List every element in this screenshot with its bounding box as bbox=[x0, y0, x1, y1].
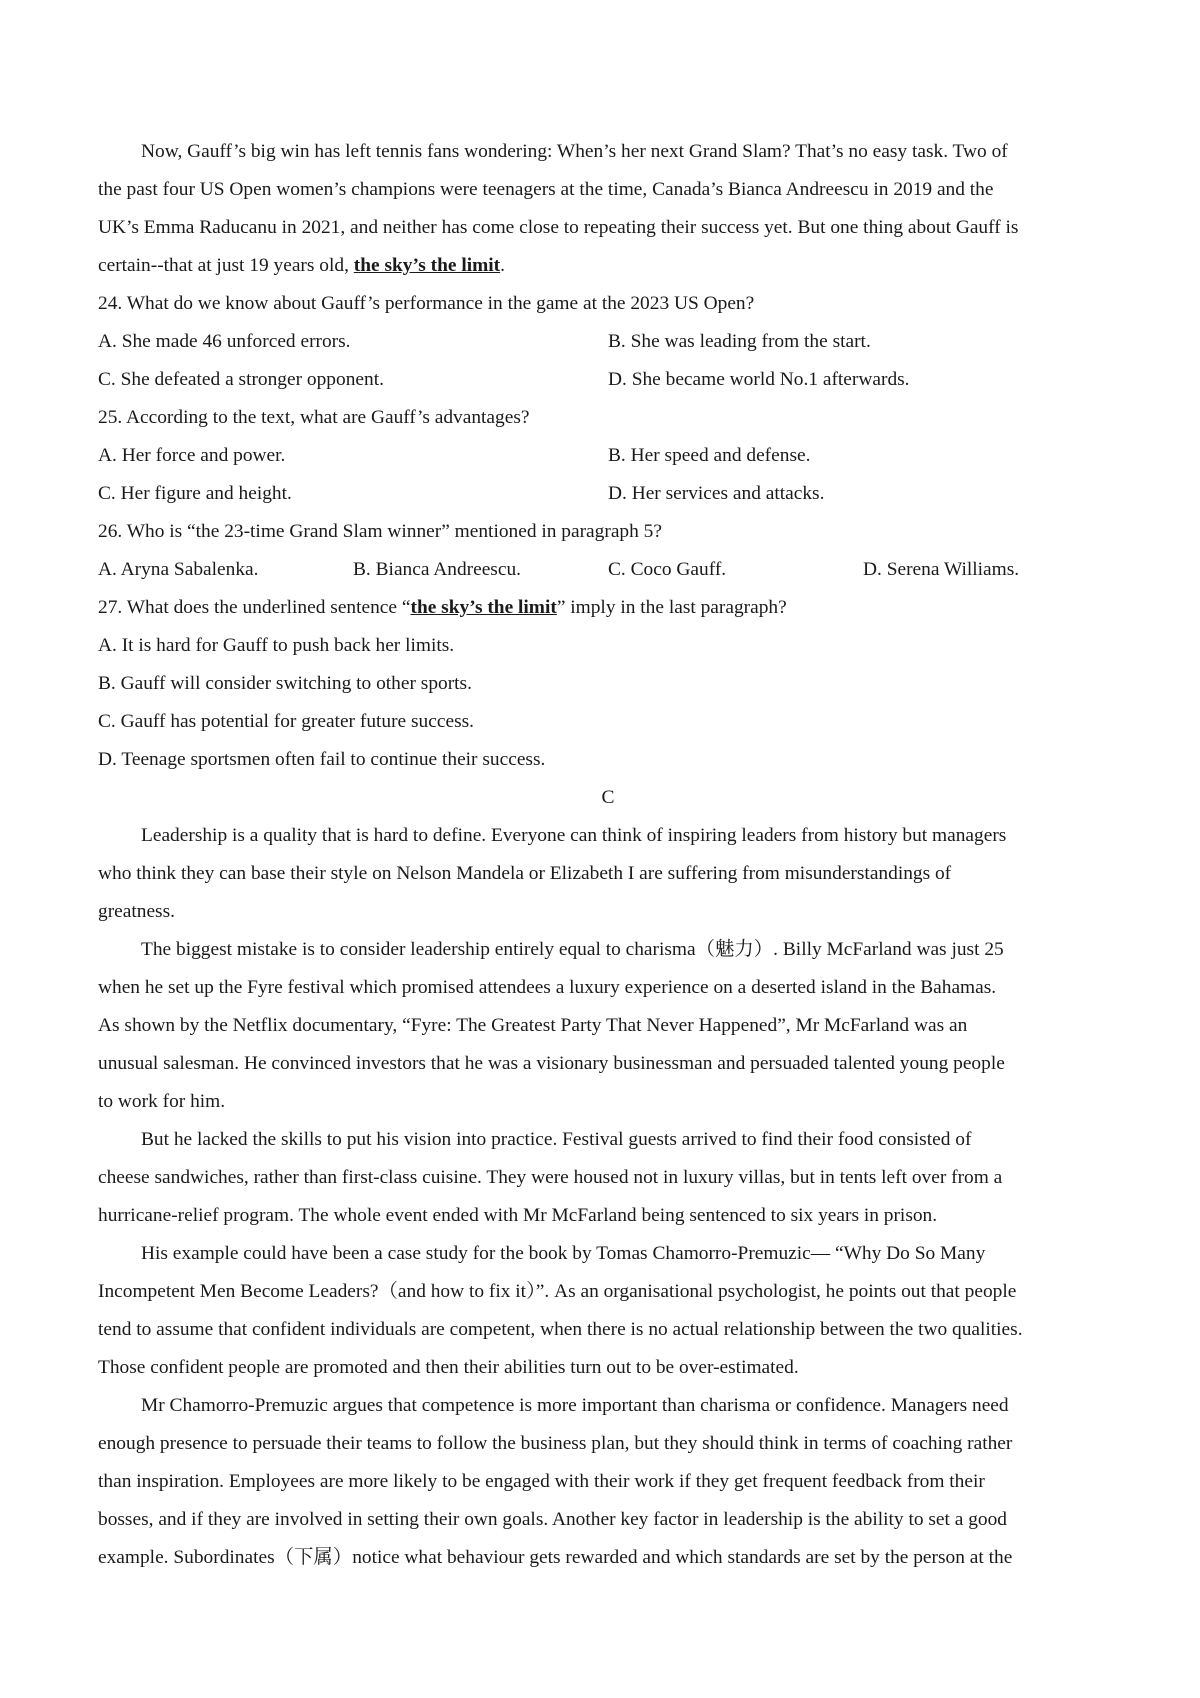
option-d: D. Teenage sportsmen often fail to continue their success. bbox=[98, 749, 546, 770]
passage-line: UK’s Emma Raducanu in 2021, and neither has come close to repeating their success yet. But one thing about Gauff is bbox=[98, 217, 1019, 238]
option-c: C. She defeated a stronger opponent. bbox=[98, 369, 384, 390]
question-24-options-row bbox=[98, 361, 1118, 399]
question-24-stem: 24. What do we know about Gauff’s performance in the game at the 2023 US Open? bbox=[98, 293, 755, 314]
passage-line: greatness. bbox=[98, 901, 175, 922]
passage-line: His example could have been a case study for the book by Tomas Chamorro-Premuzic— “Why Do So Many bbox=[141, 1243, 986, 1264]
question-26-stem: 26. Who is “the 23-time Grand Slam winner” mentioned in paragraph 5? bbox=[98, 521, 662, 542]
passage-line: Incompetent Men Become Leaders?（and how to fix it）”. As an organisational psychologist, he points out that people bbox=[98, 1281, 1017, 1302]
question-25-stem: 25. According to the text, what are Gauff’s advantages? bbox=[98, 407, 530, 428]
option-d: D. She became world No.1 afterwards. bbox=[608, 369, 910, 390]
option-b: B. She was leading from the start. bbox=[608, 331, 871, 352]
question-26-options-row bbox=[98, 551, 1118, 589]
passage-line: than inspiration. Employees are more likely to be engaged with their work if they get frequent feedback from their bbox=[98, 1471, 985, 1492]
passage-line: who think they can base their style on Nelson Mandela or Elizabeth I are suffering from misunderstandings of bbox=[98, 863, 952, 884]
option-a: A. It is hard for Gauff to push back her limits. bbox=[98, 635, 455, 656]
passage-line: Those confident people are promoted and then their abilities turn out to be over-estimated. bbox=[98, 1357, 799, 1378]
option-a: A. She made 46 unforced errors. bbox=[98, 331, 351, 352]
question-24-options-row bbox=[98, 323, 1118, 361]
option-b: B. Gauff will consider switching to other sports. bbox=[98, 673, 472, 694]
question-25-options-row bbox=[98, 437, 1118, 475]
passage-line: the past four US Open women’s champions were teenagers at the time, Canada’s Bianca Andreescu in 2019 and the bbox=[98, 179, 994, 200]
passage-line: But he lacked the skills to put his vision into practice. Festival guests arrived to find their food consisted of bbox=[141, 1129, 972, 1150]
passage-line: enough presence to persuade their teams to follow the business plan, but they should think in terms of coaching rather bbox=[98, 1433, 1013, 1454]
passage-line-with-underline bbox=[98, 247, 1118, 285]
text-segment: 27. What does the underlined sentence “ bbox=[98, 597, 411, 618]
document-page bbox=[98, 133, 1118, 1577]
option-b: B. Bianca Andreescu. bbox=[353, 559, 522, 580]
passage-line: when he set up the Fyre festival which promised attendees a luxury experience on a deserted island in the Bahamas. bbox=[98, 977, 997, 998]
passage-line: tend to assume that confident individuals are competent, when there is no actual relationship between the two qualities. bbox=[98, 1319, 1023, 1340]
underlined-phrase: the sky’s the limit bbox=[410, 597, 557, 618]
passage-line: The biggest mistake is to consider leadership entirely equal to charisma（魅力）. Billy McFarland was just 25 bbox=[141, 939, 1004, 960]
text-segment: ” imply in the last paragraph? bbox=[556, 597, 787, 618]
option-a: A. Her force and power. bbox=[98, 445, 286, 466]
passage-line: hurricane-relief program. The whole event ended with Mr McFarland being sentenced to six years in prison. bbox=[98, 1205, 938, 1226]
passage-line: Now, Gauff’s big win has left tennis fans wondering: When’s her next Grand Slam? That’s no easy task. Two of bbox=[141, 141, 1008, 162]
passage-line: As shown by the Netflix documentary, “Fyre: The Greatest Party That Never Happened”, Mr McFarland was an bbox=[98, 1015, 968, 1036]
passage-line: Leadership is a quality that is hard to define. Everyone can think of inspiring leaders from history but managers bbox=[141, 825, 1007, 846]
option-c: C. Gauff has potential for greater future success. bbox=[98, 711, 475, 732]
section-heading: C bbox=[601, 787, 615, 808]
option-c: C. Her figure and height. bbox=[98, 483, 292, 504]
text-segment: . bbox=[500, 255, 505, 276]
option-b: B. Her speed and defense. bbox=[608, 445, 811, 466]
passage-line: unusual salesman. He convinced investors that he was a visionary businessman and persuaded talented young people bbox=[98, 1053, 1005, 1074]
passage-line: bosses, and if they are involved in setting their own goals. Another key factor in leadership is the ability to set a good bbox=[98, 1509, 1008, 1530]
passage-line: example. Subordinates（下属）notice what behaviour gets rewarded and which standards are set by the person at the bbox=[98, 1547, 1013, 1568]
passage-line: cheese sandwiches, rather than first-class cuisine. They were housed not in luxury villas, but in tents left over from a bbox=[98, 1167, 1003, 1188]
option-d: D. Her services and attacks. bbox=[608, 483, 825, 504]
option-a: A. Aryna Sabalenka. bbox=[98, 559, 259, 580]
passage-line: Mr Chamorro-Premuzic argues that competence is more important than charisma or confidence. Managers need bbox=[141, 1395, 1009, 1416]
option-d: D. Serena Williams. bbox=[863, 559, 1020, 580]
underlined-phrase: the sky’s the limit bbox=[353, 255, 501, 276]
option-c: C. Coco Gauff. bbox=[608, 559, 727, 580]
question-27-stem bbox=[98, 589, 1118, 627]
text-segment: certain--that at just 19 years old, bbox=[98, 255, 354, 276]
passage-line: to work for him. bbox=[98, 1091, 226, 1112]
question-25-options-row bbox=[98, 475, 1118, 513]
